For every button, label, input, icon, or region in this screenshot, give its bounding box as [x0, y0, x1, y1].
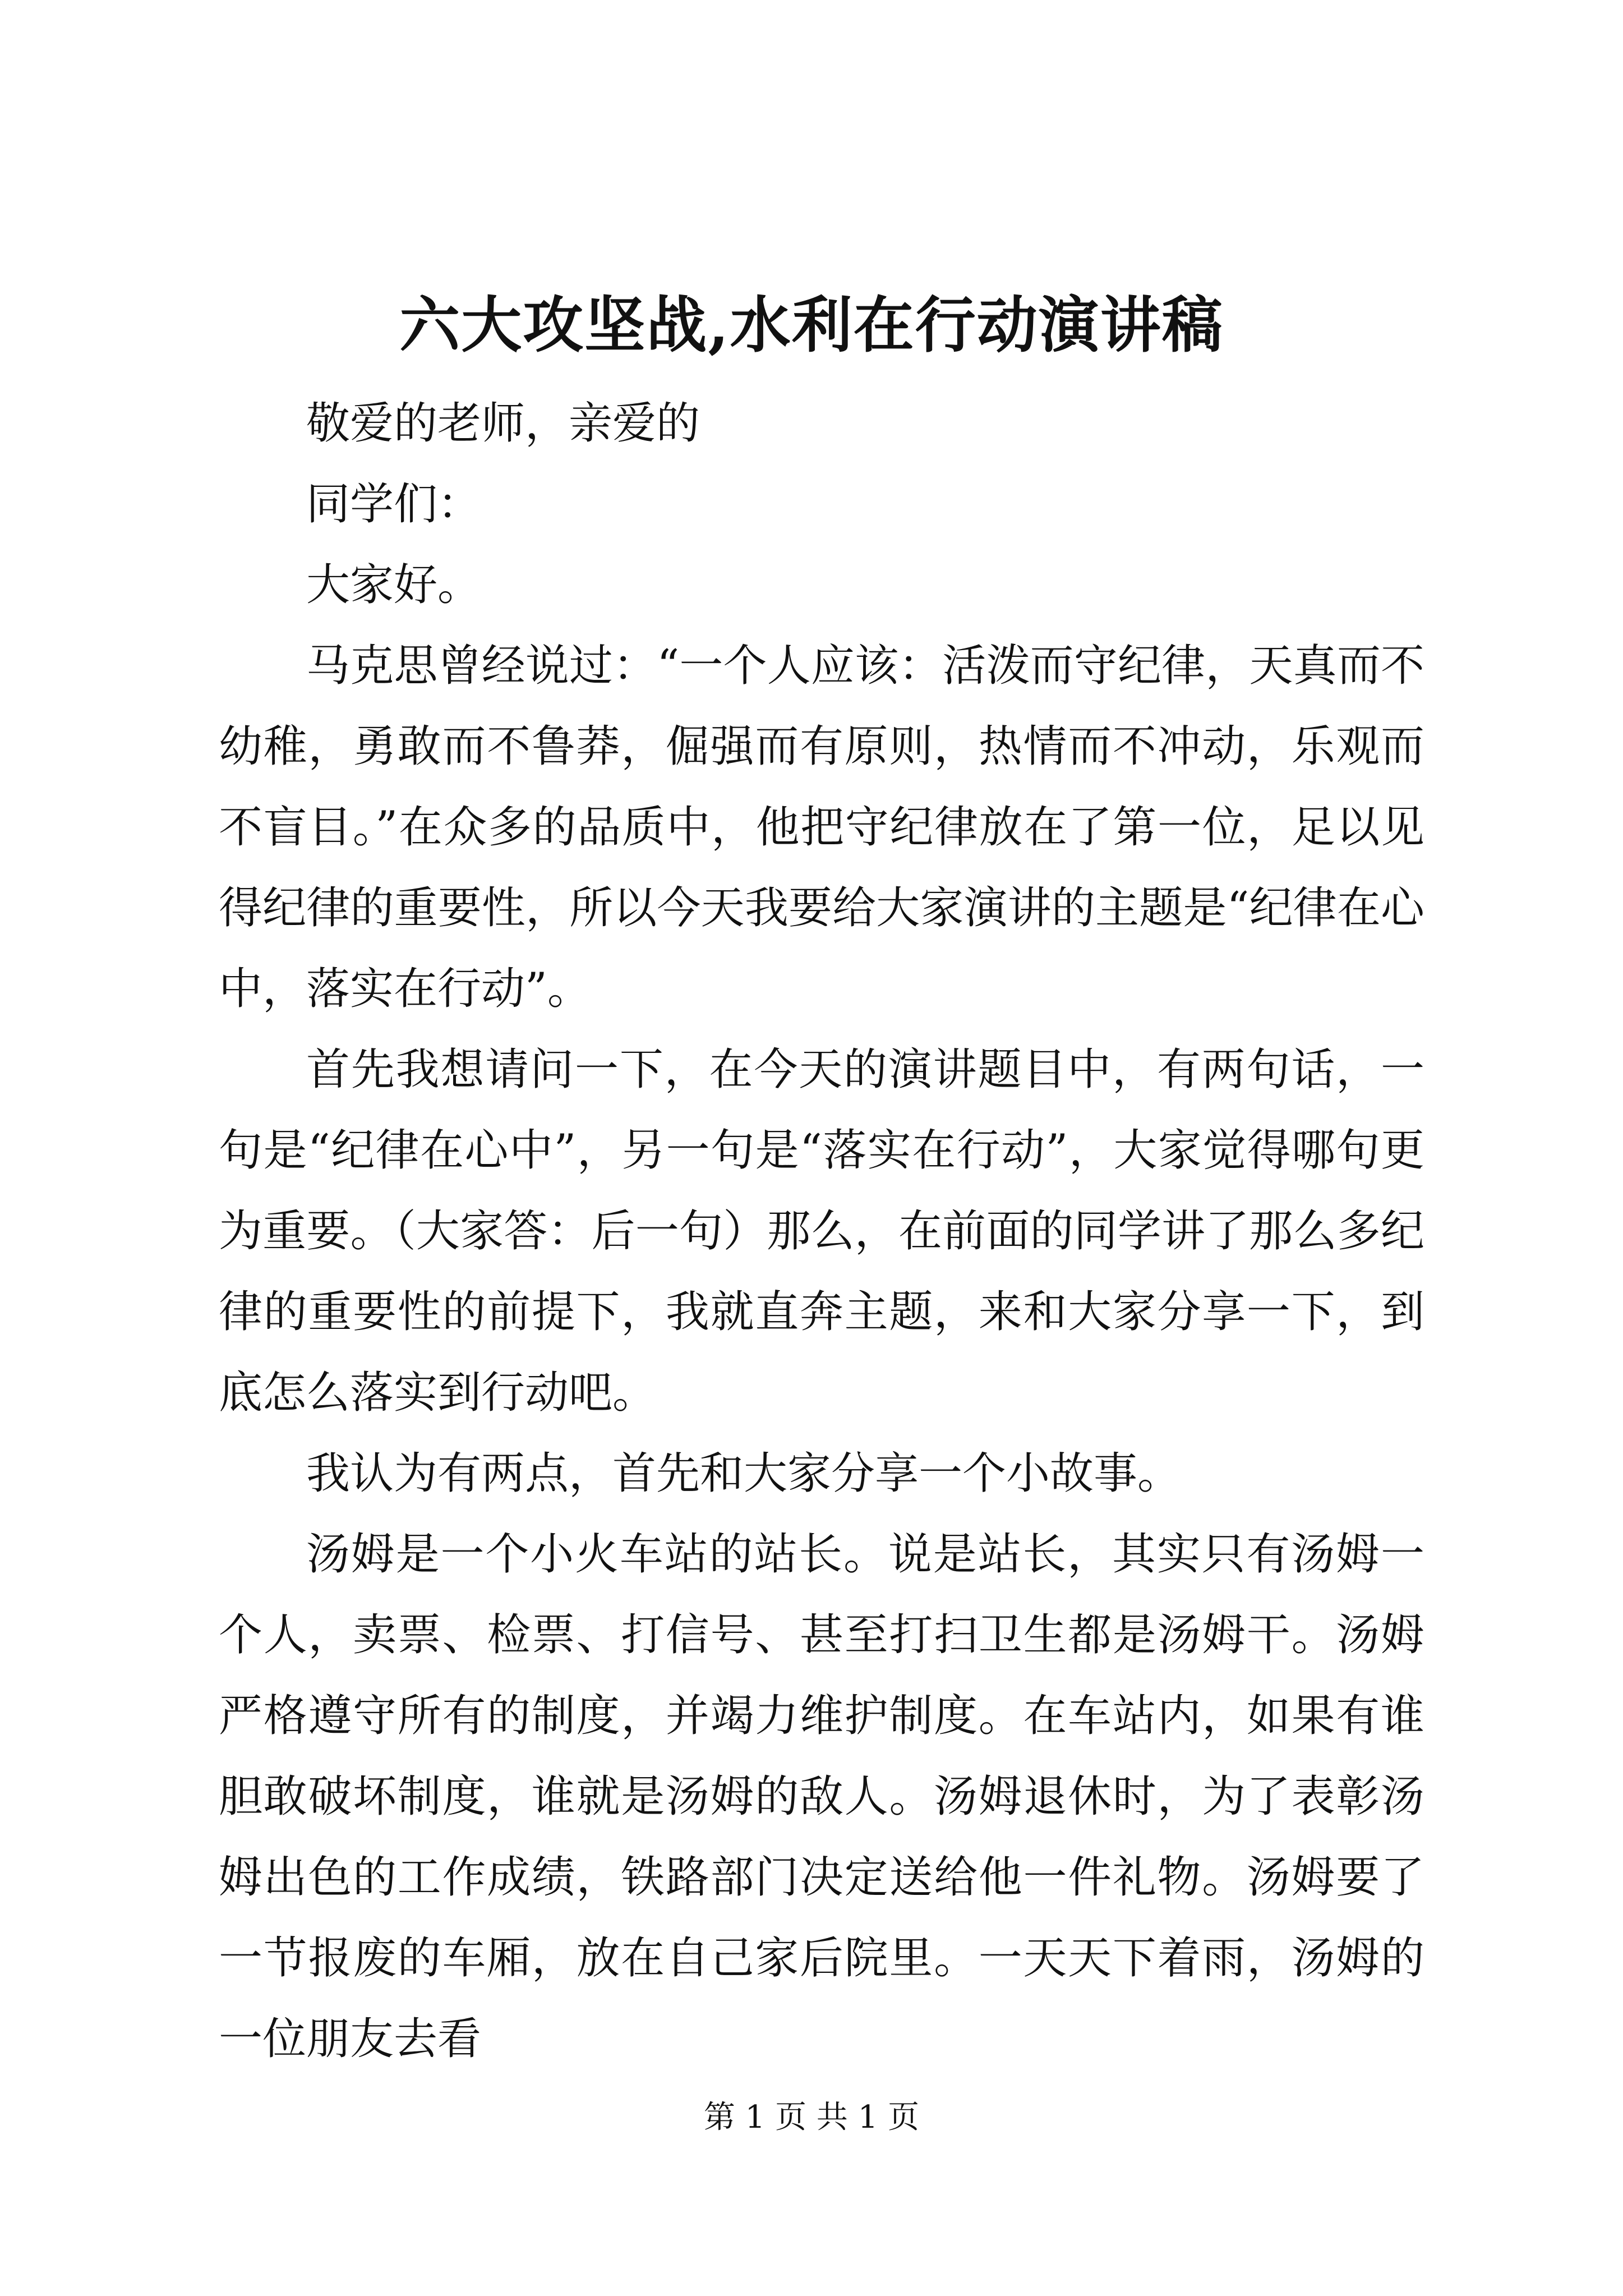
page-footer: 第 1 页 共 1 页 — [703, 2099, 920, 2136]
paragraph-salutation-1: 敬爱的老师，亲爱的 — [306, 398, 700, 449]
paragraph-salutation-2: 同学们： — [306, 479, 482, 530]
paragraph-greeting: 大家好。 — [306, 560, 482, 610]
document-body — [219, 383, 1424, 2079]
paragraph-tom-story: 汤姆是一个小火车站的站长。说是站长，其实只有汤姆一个人，卖票、检票、打信号、甚至打扫卫生都是汤姆干。汤姆严格遵守所有的制度，并竭力维护制度。在车站内，如果有谁胆敢破坏制度，谁就是汤姆的敌人。汤姆退休时，为了表彰汤姆出色的工作成绩，铁路部门决定送给他一件礼物。汤姆要了一节报废的车厢，放在自己家后院里。一天天下着雨，汤姆的一位朋友去看 — [219, 1529, 1424, 2064]
paragraph-question: 首先我想请问一下，在今天的演讲题目中，有两句话，一句是“纪律在心中”，另一句是“落实在行动”，大家觉得哪句更为重要。（大家答：后一句）那么，在前面的同学讲了那么多纪律的重要性的前提下，我就直奔主题，来和大家分享一下，到底怎么落实到行动吧。 — [219, 1045, 1424, 1418]
paragraph-marx-quote: 马克思曾经说过：“一个人应该：活泼而守纪律，天真而不幼稚，勇敢而不鲁莽，倔强而有原则，热情而不冲动，乐观而不盲目。”在众多的品质中，他把守纪律放在了第一位，足以见得纪律的重要性，所以今天我要给大家演讲的主题是“纪律在心中，落实在行动”。 — [219, 641, 1424, 1014]
document-title: 六大攻坚战,水利在行动演讲稿 — [399, 290, 1224, 361]
paragraph-two-points: 我认为有两点，首先和大家分享一个小故事。 — [306, 1448, 1182, 1499]
